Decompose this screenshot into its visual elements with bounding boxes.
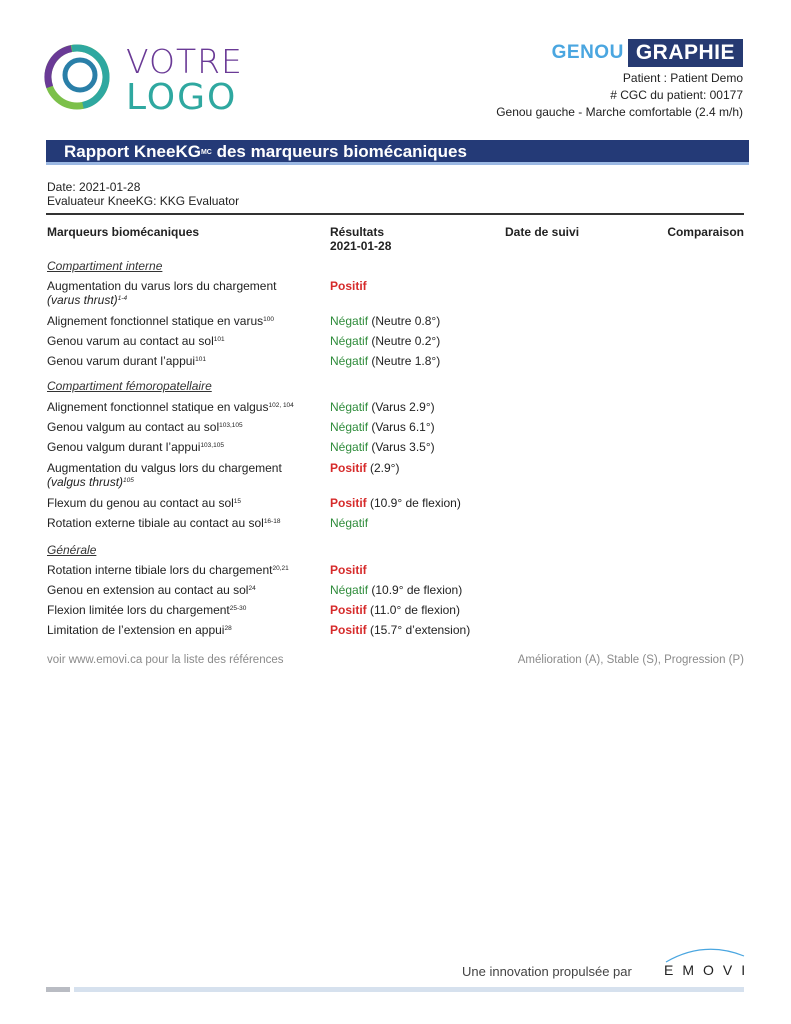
marker-result: [330, 334, 440, 348]
result-detail: (Neutre 0.8°): [368, 314, 441, 328]
result-detail: (11.0° de flexion): [366, 603, 460, 617]
marker-result: [330, 623, 470, 637]
marker-result: [330, 563, 367, 577]
marker-reference: 25-30: [229, 605, 247, 612]
marker-name: Flexum du genou au contact au sol: [47, 496, 234, 510]
marker-name: Augmentation du varus lors du chargement: [47, 279, 277, 293]
marker-reference: 28: [224, 625, 232, 632]
result-detail: (Varus 2.9°): [368, 400, 435, 414]
marker-label: [47, 400, 294, 414]
marker-reference: 102, 104: [268, 402, 294, 409]
marker-name: Rotation interne tibiale lors du chargement: [47, 563, 273, 577]
marker-reference: 100: [263, 316, 274, 323]
brand-part2: GRAPHIE: [628, 39, 743, 67]
marker-name: Genou en extension au contact au sol: [47, 583, 249, 597]
header-results-label: Résultats: [330, 225, 385, 239]
patient-condition: Genou gauche - Marche comfortable (2.4 m/h): [496, 105, 743, 119]
marker-name: Limitation de l’extension en appui: [47, 623, 225, 637]
bottom-bar-left: [46, 987, 70, 992]
marker-result: [330, 400, 435, 414]
status-positive: Positif: [330, 603, 367, 617]
marker-name: Alignement fonctionnel statique en varus: [47, 314, 264, 328]
section-title: Compartiment fémoropatellaire: [47, 379, 212, 393]
marker-label: [47, 496, 241, 510]
marker-label: [47, 603, 246, 617]
logo-ring-icon: [44, 44, 110, 110]
brand-part1: GENOU: [551, 42, 624, 63]
report-title-post: des marqueurs biomécaniques: [211, 142, 467, 161]
marker-subtitle: (valgus thrust)$^{105}$: [47, 475, 134, 489]
marker-name: Flexion limitée lors du chargement: [47, 603, 230, 617]
header-results: [330, 225, 391, 253]
marker-reference: 20,21: [272, 565, 289, 572]
marker-name: Alignement fonctionnel statique en valgus: [47, 400, 269, 414]
patient-name: Patient : Patient Demo: [622, 71, 743, 85]
header-comparison: Comparaison: [667, 225, 744, 239]
result-detail: (Varus 3.5°): [368, 440, 435, 454]
report-title-sup: MC: [200, 149, 212, 156]
marker-reference: 105: [123, 477, 134, 484]
status-positive: Positif: [330, 279, 367, 293]
status-negative: Négatif: [330, 440, 369, 454]
marker-label: [47, 563, 289, 577]
marker-label: [47, 461, 282, 489]
header-results-date: 2021-01-28: [330, 239, 392, 253]
company-logo: EMOVI: [664, 962, 755, 978]
status-negative: Négatif: [330, 583, 369, 597]
marker-result: [330, 354, 440, 368]
report-date: Date: 2021-01-28: [47, 180, 141, 194]
header-rule: [46, 213, 744, 215]
result-detail: (Neutre 1.8°): [368, 354, 441, 368]
marker-name: Augmentation du valgus lors du chargement: [47, 461, 282, 475]
marker-reference: 101: [195, 356, 206, 363]
logo: [44, 42, 244, 118]
marker-reference: 16-18: [263, 518, 281, 525]
status-positive: Positif: [330, 563, 367, 577]
status-negative: Négatif: [330, 334, 369, 348]
marker-result: [330, 314, 440, 328]
marker-result: [330, 461, 399, 475]
report-meta: [47, 180, 239, 208]
marker-result: [330, 440, 435, 454]
status-negative: Négatif: [330, 354, 369, 368]
marker-name: Rotation externe tibiale au contact au sol: [47, 516, 264, 530]
patient-id: # CGC du patient: 00177: [610, 88, 743, 102]
marker-result: [330, 420, 435, 434]
brand: [552, 40, 743, 66]
marker-label: [47, 623, 232, 637]
marker-label: [47, 354, 206, 368]
section-title: Générale: [47, 543, 97, 557]
report-title: [64, 141, 467, 163]
marker-reference: 103,105: [219, 422, 243, 429]
status-negative: Négatif: [330, 400, 369, 414]
header-followup: Date de suivi: [505, 225, 580, 239]
status-negative: Négatif: [330, 420, 369, 434]
result-detail: (Neutre 0.2°): [368, 334, 441, 348]
status-negative: Négatif: [330, 314, 369, 328]
marker-label: [47, 583, 256, 597]
marker-name: Genou varum durant l’appui: [47, 354, 196, 368]
section-title: Compartiment interne: [47, 259, 163, 273]
logo-text-line2: LOGO: [126, 77, 238, 118]
result-detail: (15.7° d’extension): [366, 623, 471, 637]
status-positive: Positif: [330, 461, 367, 475]
marker-result: [330, 279, 367, 293]
marker-result: [330, 516, 368, 530]
status-negative: Négatif: [330, 516, 369, 530]
marker-reference: 24: [248, 585, 256, 592]
marker-reference: 103,105: [200, 442, 224, 449]
status-positive: Positif: [330, 623, 367, 637]
marker-name: Genou valgum durant l’appui: [47, 440, 201, 454]
marker-subtitle: (varus thrust)$^{1-4}$: [47, 293, 128, 307]
result-detail: (10.9° de flexion): [366, 496, 461, 510]
comparison-legend: Amélioration (A), Stable (S), Progression (P): [517, 654, 744, 666]
marker-name: Genou valgum au contact au sol: [47, 420, 220, 434]
references-note: voir www.emovi.ca pour la liste des références: [47, 654, 284, 666]
marker-reference: 101: [213, 336, 225, 343]
marker-result: [330, 603, 460, 617]
result-detail: (10.9° de flexion): [368, 583, 463, 597]
bottom-bar-right: [74, 987, 744, 992]
result-detail: (Varus 6.1°): [368, 420, 435, 434]
result-detail: (2.9°): [366, 461, 400, 475]
marker-label: [47, 314, 274, 328]
marker-label: [47, 516, 280, 530]
header-markers: Marqueurs biomécaniques: [47, 225, 200, 239]
marker-reference: 1-4: [117, 295, 128, 302]
marker-result: [330, 583, 462, 597]
report-title-pre: Rapport KneeKG: [64, 142, 201, 161]
marker-label: [47, 334, 225, 348]
logo-text-line1: VOTRE: [126, 42, 243, 81]
patient-info: [496, 70, 743, 121]
marker-label: [47, 279, 276, 307]
marker-result: [330, 496, 461, 510]
marker-label: [47, 440, 224, 454]
marker-reference: 15: [233, 498, 242, 505]
marker-name: Genou varum au contact au sol: [47, 334, 214, 348]
status-positive: Positif: [330, 496, 367, 510]
tagline: Une innovation propulsée par: [462, 964, 632, 979]
report-evaluator: Evaluateur KneeKG: KKG Evaluator: [47, 194, 240, 208]
marker-label: [47, 420, 243, 434]
